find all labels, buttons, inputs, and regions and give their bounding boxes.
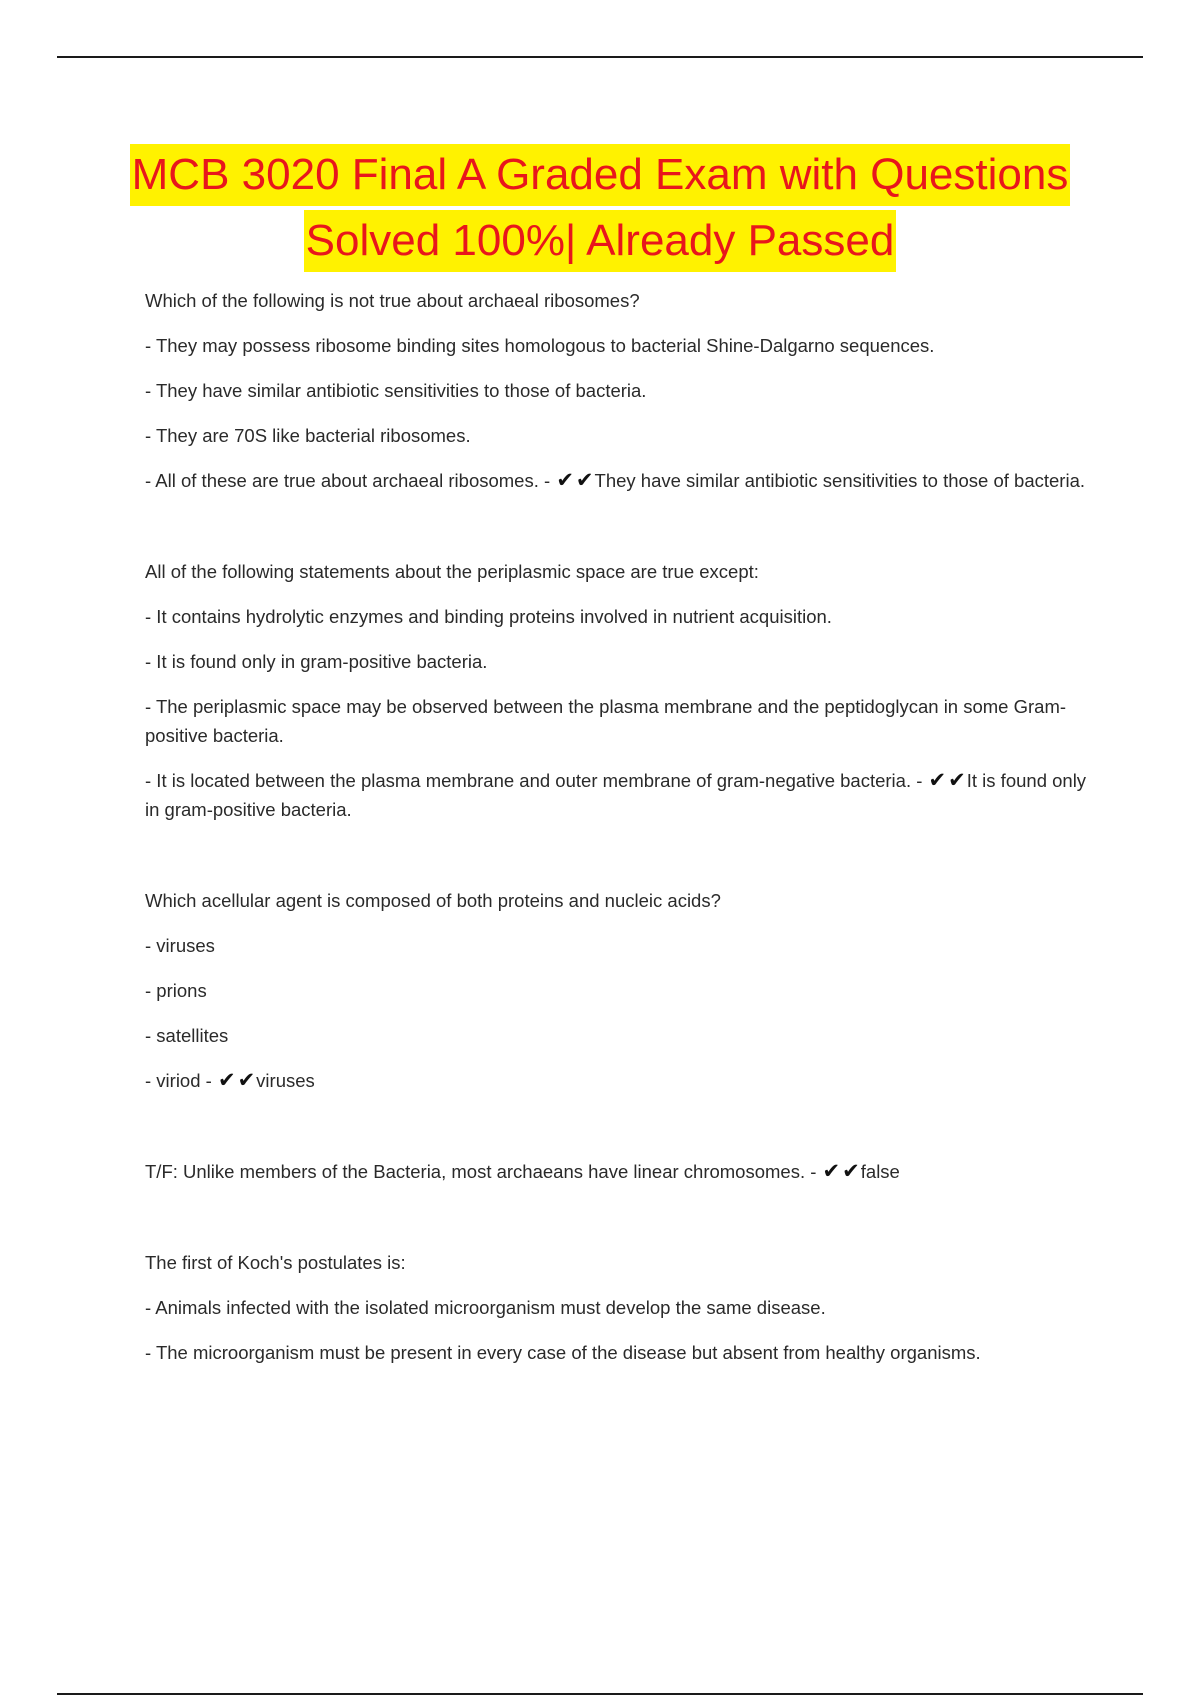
check-icon: ✔	[217, 1069, 236, 1092]
question-block	[145, 286, 1090, 495]
option: - It is found only in gram-positive bacteria.	[145, 651, 488, 672]
question-with-answer	[145, 1157, 1090, 1186]
top-rule	[57, 56, 1143, 58]
answer-text: viruses	[256, 1070, 315, 1091]
option: - They are 70S like bacterial ribosomes.	[145, 425, 471, 446]
question-text: The first of Koch's postulates is:	[145, 1252, 406, 1273]
check-icon: ✔	[822, 1160, 841, 1183]
option: - They may possess ribosome binding sites homologous to bacterial Shine-Dalgarno sequences.	[145, 335, 935, 356]
option-with-answer	[145, 766, 1090, 824]
answer-text: It is found only in gram-positive bacteria.	[145, 770, 1087, 820]
question-text: Which acellular agent is composed of both proteins and nucleic acids?	[145, 890, 721, 911]
option-with-answer	[145, 1066, 1090, 1095]
option: - The microorganism must be present in every case of the disease but absent from healthy organisms.	[145, 1342, 981, 1363]
bottom-rule	[57, 1693, 1143, 1695]
check-icon: ✔	[575, 469, 594, 492]
title-line-2: Solved 100%| Already Passed	[304, 210, 897, 272]
check-icon: ✔	[928, 769, 947, 792]
check-icon: ✔	[556, 469, 574, 492]
question-block	[145, 886, 1090, 1095]
option: - The periplasmic space may be observed between the plasma membrane and the peptidoglycan in some Gram-positive bacteria.	[145, 696, 1067, 746]
option: - Animals infected with the isolated microorganism must develop the same disease.	[145, 1297, 826, 1318]
check-icon: ✔	[948, 769, 966, 792]
document-title	[100, 142, 1100, 274]
question-block	[145, 557, 1090, 824]
check-icon: ✔	[237, 1069, 256, 1092]
option: - All of these are true about archaeal ribosomes. -	[145, 470, 551, 491]
option: - viruses	[145, 935, 215, 956]
question-text: Which of the following is not true about archaeal ribosomes?	[145, 290, 640, 311]
option: - It is located between the plasma membrane and outer membrane of gram-negative bacteria. -	[145, 770, 923, 791]
question-text: T/F: Unlike members of the Bacteria, most archaeans have linear chromosomes. -	[145, 1161, 817, 1182]
option-with-answer	[145, 466, 1090, 495]
option: - satellites	[145, 1025, 229, 1046]
option: - They have similar antibiotic sensitivities to those of bacteria.	[145, 380, 647, 401]
question-text: All of the following statements about the periplasmic space are true except:	[145, 561, 759, 582]
answer-text: false	[860, 1161, 900, 1182]
question-block	[145, 1157, 1090, 1186]
option: - viriod -	[145, 1070, 212, 1091]
option: - prions	[145, 980, 207, 1001]
option: - It contains hydrolytic enzymes and binding proteins involved in nutrient acquisition.	[145, 606, 832, 627]
title-line-1: MCB 3020 Final A Graded Exam with Questions	[130, 144, 1071, 206]
answer-text: They have similar antibiotic sensitivities to those of bacteria.	[594, 470, 1086, 491]
check-icon: ✔	[842, 1160, 860, 1183]
question-block	[145, 1248, 1090, 1367]
exam-content	[145, 286, 1090, 1429]
